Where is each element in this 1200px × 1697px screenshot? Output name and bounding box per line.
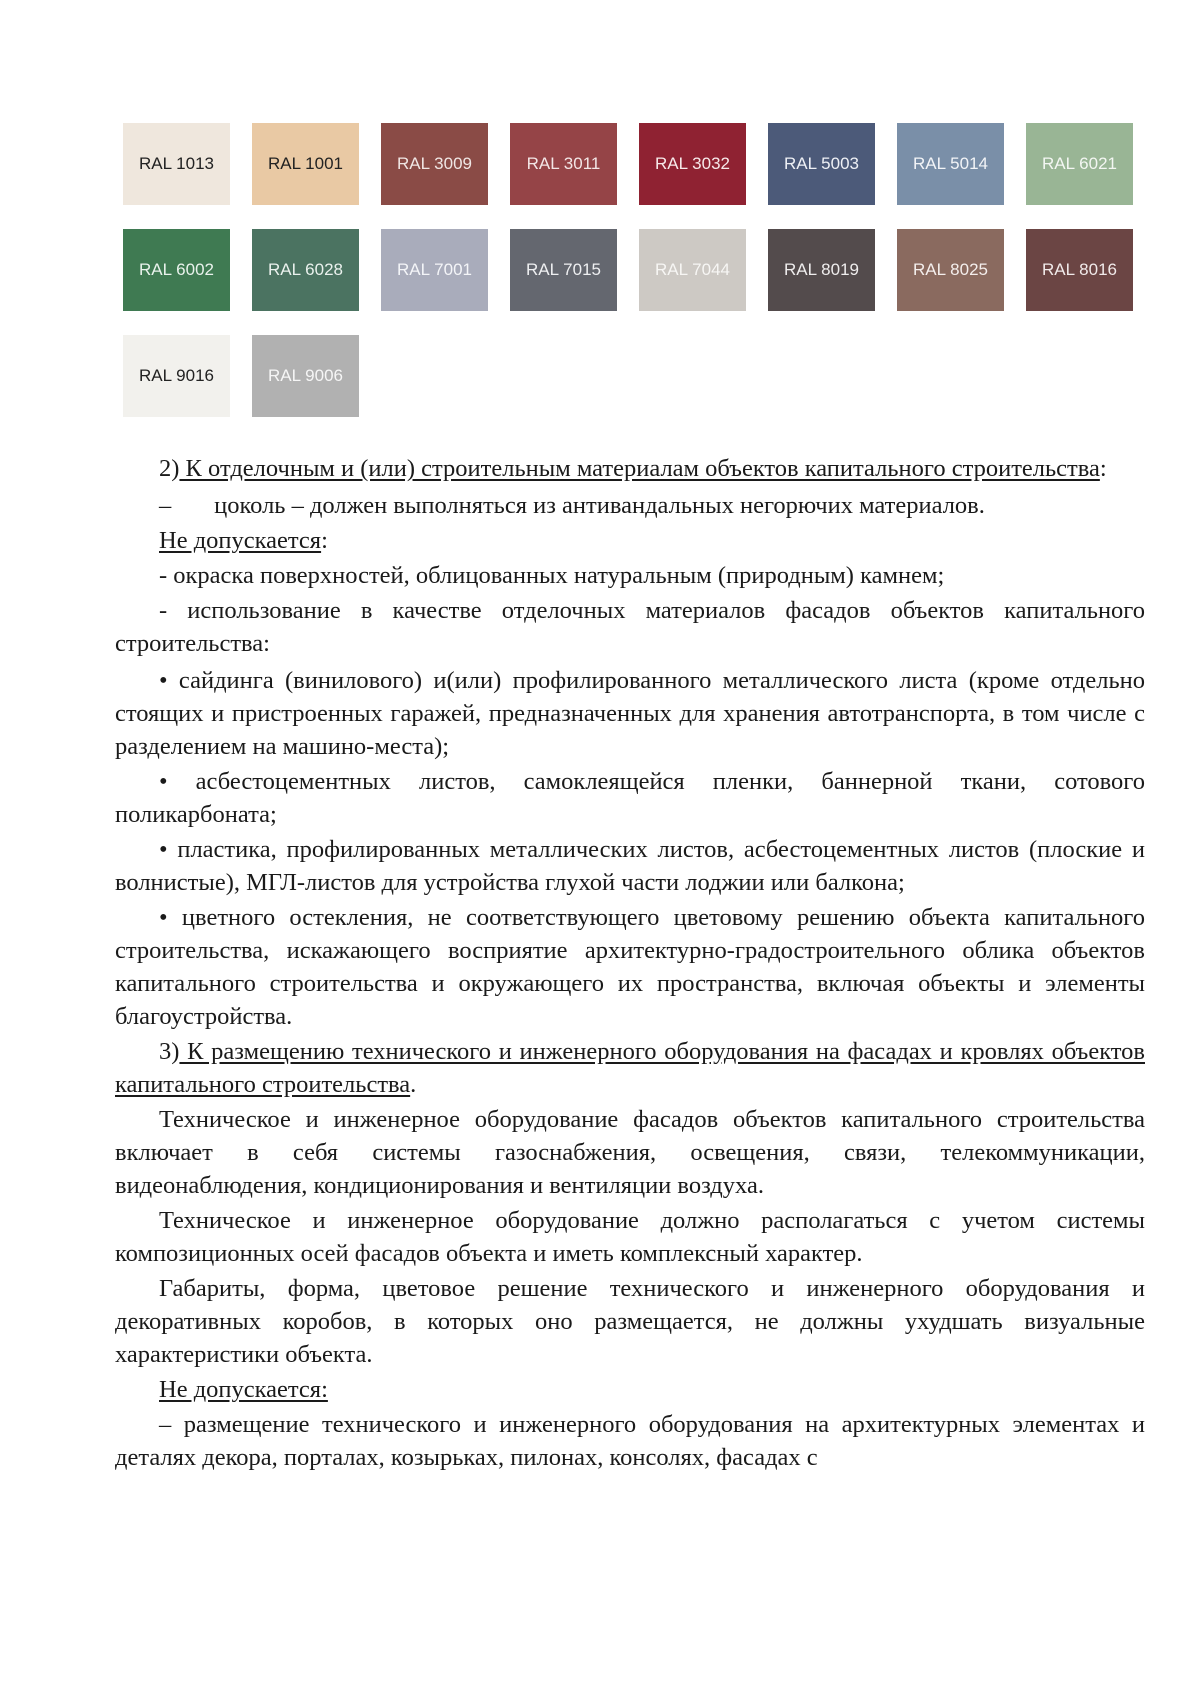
color-swatch: RAL 5014	[897, 123, 1004, 205]
not-allowed-heading	[115, 524, 1145, 557]
bullet-item: • сайдинга (винилового) и(или) профилированного металлического листа (кроме отдельно стоящих и пристроенных гаражей, предназначенных для хранения автотранспорта, в том числе с разделением на машино-места);	[115, 667, 1145, 760]
color-swatch: RAL 3009	[381, 123, 488, 205]
color-swatch: RAL 6021	[1026, 123, 1133, 205]
paragraph: Техническое и инженерное оборудование должно располагаться с учетом системы композиционных осей фасадов объекта и иметь комплексный характер.	[115, 1207, 1145, 1267]
bullet-item: • асбестоцементных листов, самоклеящейся пленки, баннерной ткани, сотового поликарбоната;	[115, 768, 1145, 828]
prohibition-item: - окраска поверхностей, облицованных натуральным (природным) камнем;	[159, 562, 945, 589]
not-allowed-tail: :	[321, 527, 328, 554]
color-swatch: RAL 6028	[252, 229, 359, 311]
not-allowed-heading	[115, 1373, 1145, 1406]
color-swatch: RAL 9016	[123, 335, 230, 417]
color-swatch: RAL 1001	[252, 123, 359, 205]
color-swatch: RAL 1013	[123, 123, 230, 205]
section-2-heading	[115, 452, 1145, 485]
document-text	[115, 452, 1145, 1476]
prohibition-item: – размещение технического и инженерного оборудования на архитектурных элементах и деталях декора, порталах, козырьках, пилонах, консолях, фасадах с	[115, 1411, 1145, 1471]
color-swatch: RAL 7001	[381, 229, 488, 311]
color-swatch: RAL 8016	[1026, 229, 1133, 311]
color-swatch: RAL 8019	[768, 229, 875, 311]
section-title: К размещению технического и инженерного оборудования на фасадах и кровлях объектов капитального строительства	[115, 1038, 1145, 1098]
color-swatch: RAL 7044	[639, 229, 746, 311]
section-title: К отделочным и (или) строительным материалам объектов капитального строительства	[179, 455, 1100, 482]
color-swatch: RAL 9006	[252, 335, 359, 417]
paragraph: Техническое и инженерное оборудование фасадов объектов капитального строительства включает в себя системы газоснабжения, освещения, связи, телекоммуникации, видеонаблюдения, кондиционирования и вентиляции воздуха.	[115, 1106, 1145, 1199]
bullet-item: • пластика, профилированных металлических листов, асбестоцементных листов (плоские и волнистые), МГЛ-листов для устройства глухой части лоджии или балкона;	[115, 836, 1145, 896]
section-title-tail: :	[1099, 455, 1107, 482]
plinth-requirement: – цоколь – должен выполняться из антивандальных негорючих материалов.	[159, 492, 985, 519]
section-3-heading	[115, 1035, 1145, 1101]
not-allowed-label: Не допускается:	[159, 1376, 328, 1403]
color-swatch: RAL 3011	[510, 123, 617, 205]
color-swatch: RAL 3032	[639, 123, 746, 205]
color-swatch: RAL 6002	[123, 229, 230, 311]
section-title-tail: .	[410, 1071, 417, 1098]
color-swatch: RAL 7015	[510, 229, 617, 311]
section-number: 2)	[159, 455, 180, 482]
color-swatch: RAL 8025	[897, 229, 1004, 311]
color-swatch: RAL 5003	[768, 123, 875, 205]
paragraph: Габариты, форма, цветовое решение технического и инженерного оборудования и декоративных коробов, в которых оно размещается, не должны ухудшать визуальные характеристики объекта.	[115, 1275, 1145, 1368]
bullet-item: • цветного остекления, не соответствующего цветовому решению объекта капитального строительства, искажающего восприятие архитектурно-градостроительного облика объектов капитального строительства и окружающего их пространства, включая объекты и элементы благоустройства.	[115, 904, 1145, 1030]
prohibition-item: - использование в качестве отделочных материалов фасадов объектов капитального строительства:	[115, 597, 1145, 657]
section-number: 3)	[159, 1038, 180, 1065]
ral-color-palette	[123, 123, 1143, 423]
not-allowed-label: Не допускается	[159, 527, 322, 554]
